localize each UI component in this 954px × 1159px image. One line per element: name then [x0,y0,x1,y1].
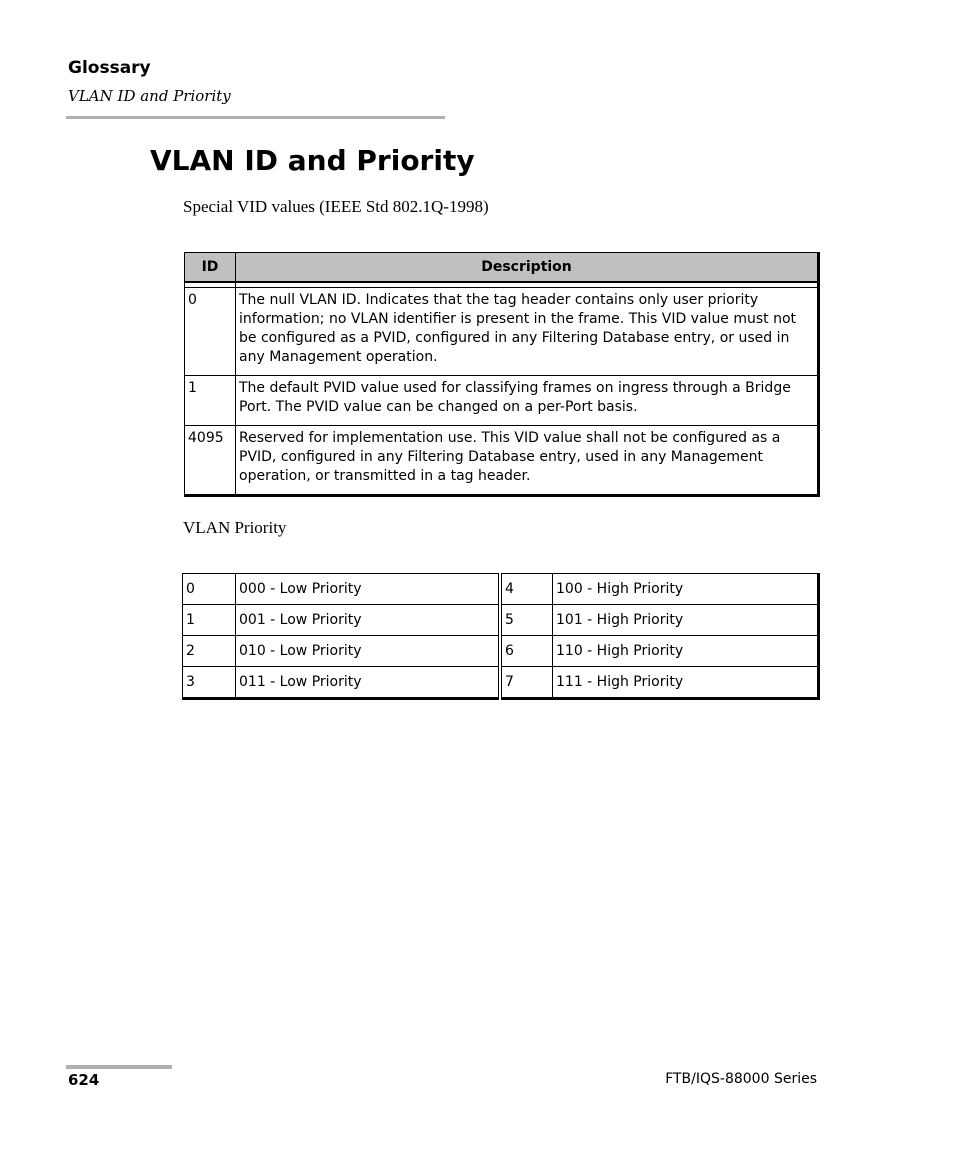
priority-label-cell: 010 - Low Priority [236,636,501,667]
table-row [185,288,819,376]
priority-label-cell: 101 - High Priority [553,605,819,636]
table2-caption: VLAN Priority [183,518,287,537]
vid-description-cell: The null VLAN ID. Indicates that the tag header contains only user priority information; no VLAN identifier is present in the frame. This VID value must not be configured as a PVID, configured in any Filtering Database entry, or used in any Management operation. [236,288,819,376]
priority-label-cell: 000 - Low Priority [236,574,501,605]
vid-id-cell: 0 [185,288,236,376]
vid-description-cell: Reserved for implementation use. This VID value shall not be configured as a PVID, configured in any Filtering Database entry, used in any Management operation, or transmitted in a tag header. [236,426,819,496]
table-header-row [185,253,819,283]
table-row [183,667,819,699]
page-number: 624 [68,1071,100,1089]
priority-value-cell: 0 [183,574,236,605]
footer-series: FTB/IQS-88000 Series [665,1071,817,1087]
priority-label-cell: 100 - High Priority [553,574,819,605]
table-row [185,426,819,496]
priority-label-cell: 001 - Low Priority [236,605,501,636]
vid-id-cell: 4095 [185,426,236,496]
priority-label-cell: 111 - High Priority [553,667,819,699]
vlan-priority-table [182,573,820,700]
vid-id-cell: 1 [185,376,236,426]
table-row [183,574,819,605]
page-title: VLAN ID and Priority [150,144,475,177]
table1-caption: Special VID values (IEEE Std 802.1Q-1998) [183,197,489,216]
table-row [183,605,819,636]
priority-value-cell: 3 [183,667,236,699]
column-header-description: Description [236,253,819,283]
priority-value-cell: 4 [500,574,553,605]
priority-value-cell: 5 [500,605,553,636]
table-row [183,636,819,667]
vid-description-cell: The default PVID value used for classifying frames on ingress through a Bridge Port. The PVID value can be changed on a per-Port basis. [236,376,819,426]
table-row [185,376,819,426]
header-rule [66,116,445,119]
header-chapter: Glossary [68,58,151,78]
column-header-id: ID [185,253,236,283]
priority-value-cell: 1 [183,605,236,636]
footer-rule [66,1065,172,1069]
priority-value-cell: 2 [183,636,236,667]
priority-label-cell: 011 - Low Priority [236,667,501,699]
priority-value-cell: 6 [500,636,553,667]
priority-label-cell: 110 - High Priority [553,636,819,667]
priority-value-cell: 7 [500,667,553,699]
header-section: VLAN ID and Priority [68,87,231,105]
vid-values-table [184,252,820,497]
